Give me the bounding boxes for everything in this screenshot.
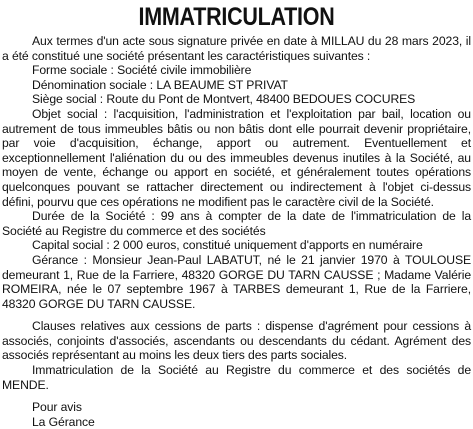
- notice-title: IMMATRICULATION: [138, 3, 335, 31]
- signature-block: [2, 400, 471, 429]
- clauses-cessions: Clauses relatives aux cessions de parts : dispense d'agrément pour cessions à associés, conjoints d'associés, ascendants ou descendants du cédant. Agrément des associés représentant au moins les deux tiers des parts sociales.: [2, 319, 471, 363]
- la-gerance: La Gérance: [32, 414, 95, 429]
- gerance: Gérance : Monsieur Jean-Paul LABATUT, né le 21 janvier 1970 à TOULOUSE demeurant 1, Rue de la Farriere, 48320 GORGE DU TARN CAUSSE ; Madame Valérie ROMEIRA, née le 07 septembre 1967 à TARBES demeurant 1, Rue de la Farriere, 48320 GORGE DU TARN CAUSSE.: [2, 252, 471, 311]
- siege-social: Siège social : Route du Pont de Montvert, 48400 BEDOUES COCURES: [32, 92, 416, 107]
- forme-sociale: Forme sociale : Société civile immobilière: [32, 63, 252, 78]
- notice-body: [2, 34, 471, 429]
- denomination-sociale: Dénomination sociale : LA BEAUME ST PRIVAT: [32, 77, 288, 92]
- intro-paragraph: Aux termes d'un acte sous signature privée en date à MILLAU du 28 mars 2023, il a été constitué une société présentant les caractéristiques suivantes :: [2, 34, 471, 63]
- immatriculation-line: Immatriculation de la Société au Registre du commerce et des sociétés de MENDE.: [2, 363, 471, 392]
- duree-societe: Durée de la Société : 99 ans à compter de la date de l'immatriculation de la Société au Registre du commerce et des sociétés: [2, 209, 471, 238]
- capital-social: Capital social : 2 000 euros, constitué uniquement d'apports en numéraire: [32, 238, 423, 253]
- pour-avis: Pour avis: [32, 400, 82, 415]
- objet-social: Objet social : l'acquisition, l'administration et l'exploitation par bail, location ou autrement de tous immeubles bâtis ou non bâtis dont elle pourrait devenir propriétaire, par voie d'acquisition, échange, apport ou autrement. Eventuellement et exceptionnellement l'aliénation du ou des immeubles devenus inutiles à la Société, au moyen de vente, échange ou apport en société, et généralement toutes opérations quelconques pouvant se rattacher directement ou indirectement à l'objet ci-dessus défini, pourvu que ces opérations ne modifient pas le caractère civil de la Société.: [2, 106, 471, 209]
